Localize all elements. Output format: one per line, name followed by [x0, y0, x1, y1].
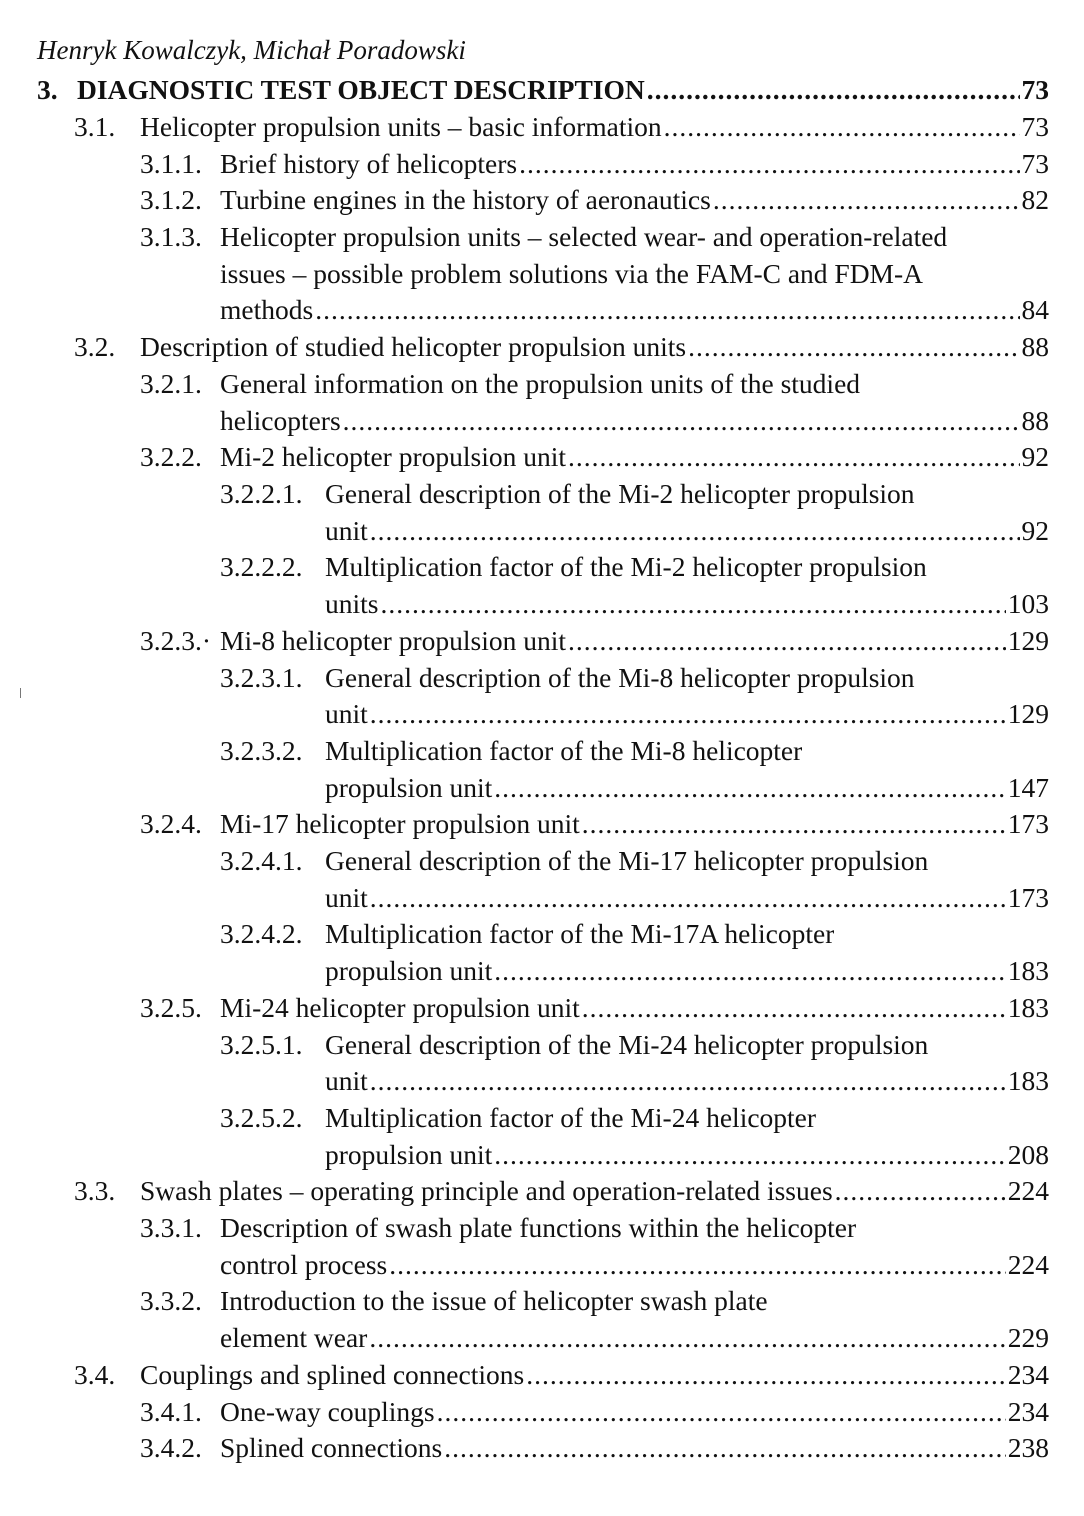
toc-entry [220, 1027, 1049, 1063]
dot-leader [370, 696, 1006, 732]
entry-title: Swash plates – operating principle and operation-related issues [140, 1175, 833, 1206]
entry-page-number: 224 [1007, 1175, 1049, 1206]
dot-leader [526, 1357, 1006, 1393]
toc-entry [220, 660, 1049, 696]
entry-title: Description of swash plate functions within the helicopter [220, 1212, 857, 1243]
entry-number: 3.3.1. [140, 1212, 202, 1243]
toc-entry-continuation [140, 1320, 1049, 1356]
entry-title: control process [220, 1249, 388, 1280]
entry-title: unit [325, 882, 368, 913]
entry-number: 3.2.3.2. [220, 735, 303, 766]
toc-entry [220, 843, 1049, 879]
entry-number: 3.3. [74, 1175, 116, 1206]
entry-title: Multiplication factor of the Mi-17A helicopter [325, 918, 835, 949]
entry-title: Turbine engines in the history of aeronautics [220, 184, 711, 215]
dot-leader [568, 439, 1020, 475]
entry-number: 3.2.3.1. [220, 662, 303, 693]
toc-entry [74, 329, 1049, 365]
entry-page-number: 73 [1021, 111, 1049, 142]
entry-title: propulsion unit [325, 955, 493, 986]
toc-entry [140, 182, 1049, 218]
entry-title: Couplings and splined connections [140, 1359, 525, 1390]
toc-entry-continuation [140, 1247, 1049, 1283]
toc-entry [220, 916, 1049, 952]
entry-number: 3.2.4.2. [220, 918, 303, 949]
entry-page-number: 73 [1021, 148, 1049, 179]
dot-leader [664, 109, 1020, 145]
entry-page-number: 183 [1007, 955, 1049, 986]
entry-title: General description of the Mi-24 helicopter propulsion [325, 1029, 929, 1060]
entry-page-number: 92 [1021, 515, 1049, 546]
entry-number: 3.2.2.2. [220, 551, 303, 582]
toc-entry-continuation [220, 513, 1049, 549]
entry-number: 3.4.2. [140, 1432, 202, 1463]
entry-title: Mi-24 helicopter propulsion unit [220, 992, 580, 1023]
toc-entry-continuation [220, 770, 1049, 806]
entry-title: propulsion unit [325, 1139, 493, 1170]
entry-page-number: 234 [1007, 1396, 1049, 1427]
entry-number: 3.2.4.1. [220, 845, 303, 876]
entry-page-number: 208 [1007, 1139, 1049, 1170]
entry-page-number: 88 [1021, 331, 1049, 362]
toc-entry-continuation [140, 403, 1049, 439]
entry-title: unit [325, 698, 368, 729]
entry-page-number: 82 [1021, 184, 1049, 215]
toc-entry [140, 623, 1049, 659]
entry-title: unit [325, 515, 368, 546]
entry-page-number: 129 [1007, 625, 1049, 656]
entry-title: Helicopter propulsion units – selected wear- and operation-related [220, 221, 948, 252]
entry-number: 3.2.4. [140, 808, 202, 839]
entry-number: 3.1. [74, 111, 116, 142]
entry-page-number: 238 [1007, 1432, 1049, 1463]
entry-title: General information on the propulsion units of the studied [220, 368, 861, 399]
entry-title: Multiplication factor of the Mi-24 helicopter [325, 1102, 817, 1133]
dot-leader [835, 1173, 1006, 1209]
dot-leader [688, 329, 1019, 365]
entry-title: Introduction to the issue of helicopter swash plate [220, 1285, 768, 1316]
entry-page-number: 224 [1007, 1249, 1049, 1280]
entry-title: General description of the Mi-17 helicopter propulsion [325, 845, 929, 876]
toc-entry [140, 1283, 1049, 1319]
toc-entry [140, 146, 1049, 182]
toc-entry [140, 990, 1049, 1026]
toc-entry [140, 1210, 1049, 1246]
toc-entry [74, 1357, 1049, 1393]
entry-title: Multiplication factor of the Mi-8 helicopter [325, 735, 803, 766]
dot-leader [380, 586, 1005, 622]
entry-page-number: 229 [1007, 1322, 1049, 1353]
dot-leader [647, 72, 1020, 108]
margin-mark [20, 688, 21, 698]
entry-page-number: 173 [1007, 882, 1049, 913]
entry-title: Splined connections [220, 1432, 443, 1463]
entry-title: issues – possible problem solutions via the FAM-C and FDM-A [220, 258, 924, 289]
dot-leader [370, 1063, 1006, 1099]
entry-number: 3.2. [74, 331, 116, 362]
dot-leader [343, 403, 1020, 439]
dot-leader [444, 1430, 1005, 1466]
entry-title: One-way couplings [220, 1396, 435, 1427]
toc-entry [140, 1430, 1049, 1466]
entry-number: 3.4.1. [140, 1396, 202, 1427]
toc-entry-continuation [220, 1137, 1049, 1173]
toc-entry [220, 1100, 1049, 1136]
entry-number: 3.2.2. [140, 441, 202, 472]
toc-entry-continuation [220, 696, 1049, 732]
entry-number: 3.1.3. [140, 221, 202, 252]
authors-header: Henryk Kowalczyk, Michał Poradowski [37, 35, 466, 65]
chapter-title: DIAGNOSTIC TEST OBJECT DESCRIPTION [77, 74, 645, 105]
toc-entry [140, 439, 1049, 475]
toc-entry [140, 219, 1049, 255]
entry-number: 3.2.2.1. [220, 478, 303, 509]
entry-number: 3.2.3.· [140, 625, 212, 656]
entry-title: Mi-2 helicopter propulsion unit [220, 441, 566, 472]
entry-page-number: 129 [1007, 698, 1049, 729]
toc-entry-continuation [140, 256, 1049, 292]
chapter-number: 3. [37, 74, 58, 105]
dot-leader [494, 770, 1005, 806]
entry-title: General description of the Mi-8 helicopter propulsion [325, 662, 915, 693]
entry-number: 3.2.5.1. [220, 1029, 303, 1060]
entry-title: Description of studied helicopter propulsion units [140, 331, 687, 362]
entry-title: unit [325, 1065, 368, 1096]
entry-title: Brief history of helicopters [220, 148, 518, 179]
dot-leader [568, 623, 1006, 659]
entry-page-number: 103 [1007, 588, 1049, 619]
toc-entry-continuation [140, 292, 1049, 328]
dot-leader [519, 146, 1019, 182]
dot-leader [389, 1247, 1006, 1283]
dot-leader [370, 880, 1006, 916]
dot-leader [369, 1320, 1005, 1356]
toc-entry [74, 1173, 1049, 1209]
entry-title: units [325, 588, 379, 619]
entry-title: Mi-8 helicopter propulsion unit [220, 625, 566, 656]
dot-leader [494, 953, 1005, 989]
dot-leader [437, 1394, 1006, 1430]
dot-leader [370, 513, 1020, 549]
entry-title: Helicopter propulsion units – basic information [140, 111, 662, 142]
entry-title: propulsion unit [325, 772, 493, 803]
entry-page-number: 173 [1007, 808, 1049, 839]
entry-title: General description of the Mi-2 helicopter propulsion [325, 478, 915, 509]
dot-leader [494, 1137, 1005, 1173]
toc-entry [140, 366, 1049, 402]
toc-entry [220, 733, 1049, 769]
dot-leader [582, 806, 1006, 842]
chapter-heading [37, 72, 1049, 108]
entry-title: helicopters [220, 405, 341, 436]
toc-entry [220, 549, 1049, 585]
entry-page-number: 147 [1007, 772, 1049, 803]
toc-entry [140, 806, 1049, 842]
entry-number: 3.1.1. [140, 148, 202, 179]
toc-entry-continuation [220, 953, 1049, 989]
entry-number: 3.3.2. [140, 1285, 202, 1316]
entry-title: Mi-17 helicopter propulsion unit [220, 808, 580, 839]
toc-entry-continuation [220, 1063, 1049, 1099]
entry-page-number: 92 [1021, 441, 1049, 472]
entry-number: 3.2.5.2. [220, 1102, 303, 1133]
toc-entry-continuation [220, 586, 1049, 622]
chapter-page-number: 73 [1021, 74, 1049, 105]
entry-title: Multiplication factor of the Mi-2 helicopter propulsion [325, 551, 927, 582]
toc-entry [220, 476, 1049, 512]
entry-page-number: 234 [1007, 1359, 1049, 1390]
dot-leader [315, 292, 1019, 328]
entry-page-number: 84 [1021, 294, 1049, 325]
entry-number: 3.2.5. [140, 992, 202, 1023]
dot-leader [582, 990, 1006, 1026]
entry-number: 3.1.2. [140, 184, 202, 215]
entry-number: 3.2.1. [140, 368, 202, 399]
toc-entry [74, 109, 1049, 145]
toc-entry-continuation [220, 880, 1049, 916]
entry-page-number: 183 [1007, 992, 1049, 1023]
entry-page-number: 88 [1021, 405, 1049, 436]
toc-entry [140, 1394, 1049, 1430]
entry-title: methods [220, 294, 314, 325]
entry-number: 3.4. [74, 1359, 116, 1390]
entry-page-number: 183 [1007, 1065, 1049, 1096]
dot-leader [713, 182, 1020, 218]
entry-title: element wear [220, 1322, 368, 1353]
